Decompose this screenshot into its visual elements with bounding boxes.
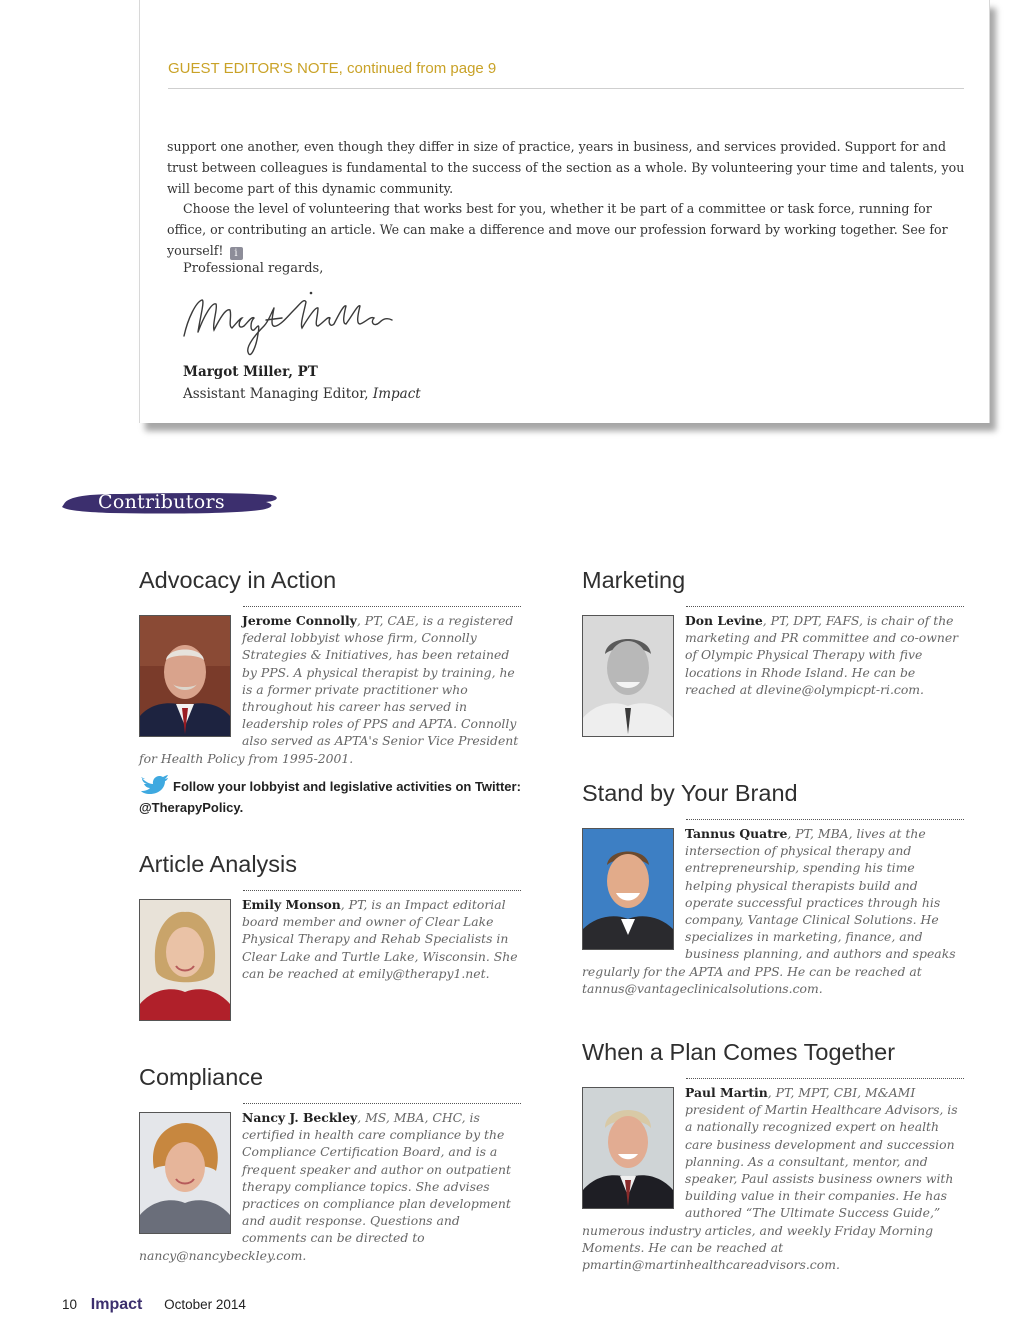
dotted-divider [243, 1103, 521, 1104]
section-heading: Compliance [139, 1064, 264, 1090]
contributor-bio-text: , PT, MBA, lives at the intersection of physical therapy and entrepreneurship, spending his time helping physical therapists build and operate successful practices through his company, Vantage Clinical Solutions. He specializes in marketing, finance, and business planning, and authors and speaks regularly for the APTA and PPS. He can be reached at tannus@vantageclinicalsolutions.com. [582, 826, 956, 996]
contributor-name: Tannus Quatre [685, 826, 788, 841]
issue-date: October 2014 [164, 1297, 246, 1312]
end-mark-icon: i [230, 247, 243, 260]
contributor-photo [582, 828, 674, 950]
page-footer [62, 1296, 246, 1314]
page-number: 10 [62, 1297, 78, 1312]
contributor-bio [582, 825, 964, 997]
contributor-bio [139, 1109, 521, 1264]
contributor-bio [139, 896, 521, 982]
signer-name: Margot Miller, PT [183, 364, 318, 380]
dotted-divider [243, 890, 521, 891]
contributor-name: Emily Monson [242, 897, 341, 912]
section-when-a-plan-comes-together [582, 1038, 964, 1273]
dotted-divider [243, 606, 521, 607]
note-paragraph-2 [167, 199, 967, 261]
section-heading: When a Plan Comes Together [582, 1039, 896, 1065]
contributor-name: Nancy J. Beckley [242, 1110, 358, 1125]
section-heading: Article Analysis [139, 851, 298, 877]
signature-icon [178, 288, 418, 363]
contributor-bio [139, 612, 521, 767]
section-advocacy [139, 566, 521, 816]
note-body [167, 137, 967, 262]
section-marketing [582, 566, 964, 739]
section-compliance [139, 1063, 521, 1264]
section-heading: Advocacy in Action [139, 567, 337, 593]
note-paragraph-1: support one another, even though they differ in size of practice, years in business, and services provided. Support for and trust between colleagues is fundamental to the success of the section as a whole. By volunteering your time and talents, you will become part of this dynamic community. [167, 139, 965, 196]
note-header: GUEST EDITOR'S NOTE, continued from page 9 [168, 60, 964, 89]
contributor-bio-text: , PT, DPT, FAFS, is chair of the marketing and PR committee and co-owner of Olympic Physical Therapy with five locations in Rhode Island. He can be reached at dlevine@olympicpt-ri.com. [685, 613, 959, 697]
twitter-bird-icon [139, 773, 169, 799]
contributor-photo [582, 1087, 674, 1209]
guest-editor-note [139, 0, 990, 423]
dotted-divider [686, 606, 964, 607]
section-stand-by-your-brand [582, 779, 964, 997]
contributor-name: Don Levine [685, 613, 763, 628]
closing-regards: Professional regards, [183, 261, 324, 276]
twitter-follow [139, 773, 521, 816]
contributor-name: Paul Martin [685, 1085, 768, 1100]
section-heading: Stand by Your Brand [582, 780, 798, 806]
twitter-follow-text: Follow your lobbyist and legislative activities on Twitter: @TherapyPolicy. [139, 778, 521, 815]
contributor-photo [139, 1112, 231, 1234]
section-article-analysis [139, 850, 521, 1023]
note-paragraph-2-text: Choose the level of volunteering that works best for you, whether it be part of a committee or task force, running for office, or contributing an article. We can make a difference and move our profession forward by working together. See for yourself! [167, 201, 948, 258]
contributor-name: Jerome Connolly [242, 613, 357, 628]
signer-title-publication: Impact [372, 386, 421, 402]
contributor-bio-text: , MS, MBA, CHC, is certified in health care compliance by the Compliance Certification Board, and is a frequent speaker and author on outpatient therapy compliance topics. She advises practices on compliance plan development and audit response. Questions and comments can be directed to nancy@nancybeckley.com. [139, 1110, 511, 1263]
signer-title-role: Assistant Managing Editor, [183, 386, 369, 402]
contributor-bio [582, 1084, 964, 1273]
contributors-title: Contributors [98, 491, 225, 513]
contributor-photo [139, 899, 231, 1021]
signer-title [183, 386, 421, 402]
contributor-bio [582, 612, 964, 698]
dotted-divider [686, 819, 964, 820]
dotted-divider [686, 1078, 964, 1079]
section-heading: Marketing [582, 567, 686, 593]
contributor-bio-text: , PT, CAE, is a registered federal lobbyist whose firm, Connolly Strategies & Initiatives, has been retained by PPS. A physical therapist by training, he is a former private practitioner who throughout his career has served in leadership roles of PPS and APTA. Connolly also served as APTA's Senior Vice President for Health Policy from 1995-2001. [139, 613, 519, 766]
contributor-photo [139, 615, 231, 737]
contributor-photo [582, 615, 674, 737]
contributor-bio-text: , PT, MPT, CBI, M&AMI president of Martin Healthcare Advisors, is a nationally recognized expert on health care business development and succession planning. As a consultant, mentor, and speaker, Paul assists business owners with building value in their companies. He has authored “The Ultimate Success Guide,” numerous industry articles, and weekly Friday Morning Moments. He can be reached at pmartin@martinhealthcareadvisors.com. [582, 1085, 958, 1273]
contributor-bio-text: , PT, is an Impact editorial board member and owner of Clear Lake Physical Therapy and Rehab Specialists in Clear Lake and Turtle Lake, Wisconsin. She can be reached at emily@therapy1.net. [242, 897, 518, 981]
contributors-banner [60, 488, 280, 520]
magazine-name: Impact [90, 1296, 143, 1313]
